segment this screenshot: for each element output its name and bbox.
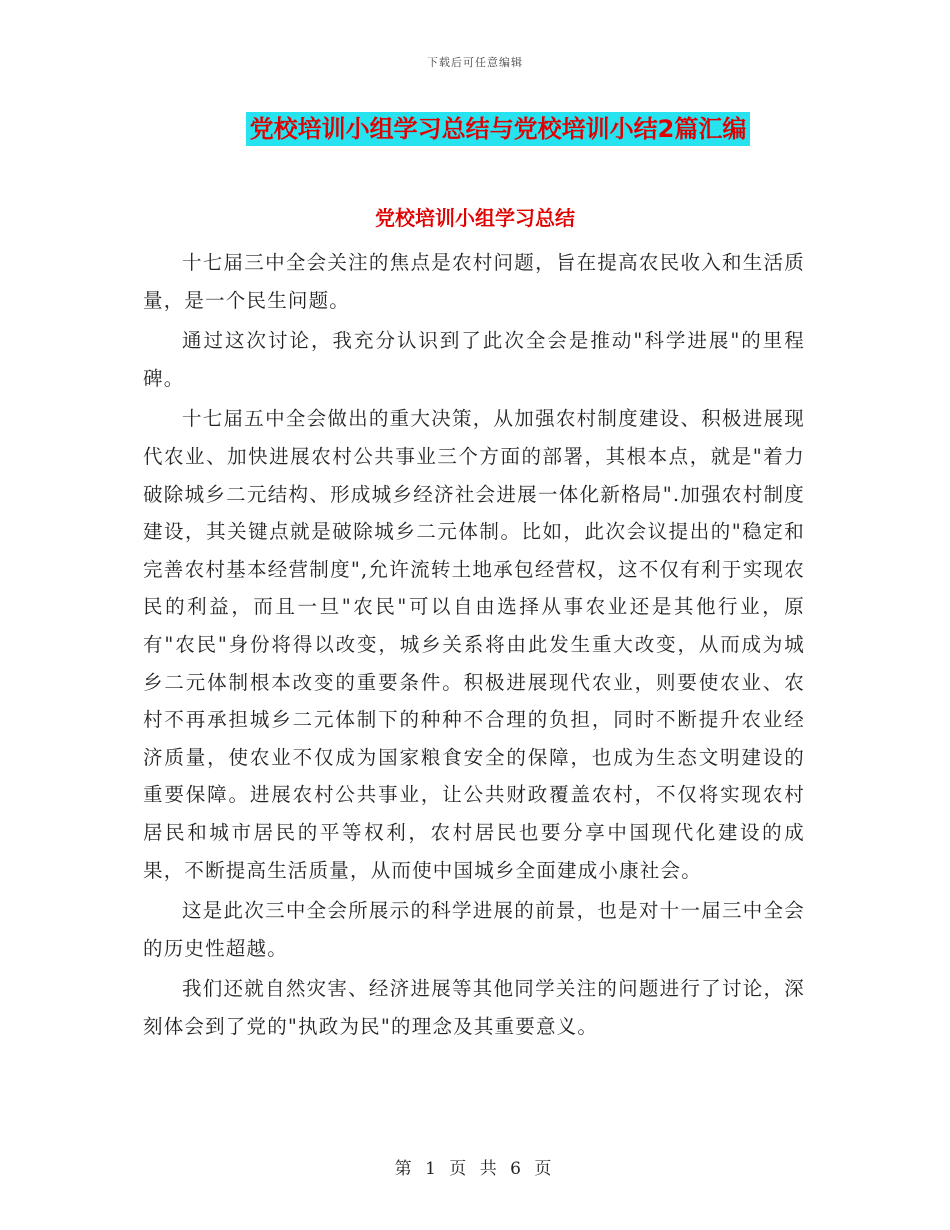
title-container xyxy=(0,112,950,146)
header-note: 下载后可任意编辑 xyxy=(427,56,523,69)
document-title: 党校培训小组学习总结与党校培训小结2篇汇编 xyxy=(246,112,751,146)
paragraph: 十七届五中全会做出的重大决策，从加强农村制度建设、积极进展现代农业、加快进展农村公共事业三个方面的部署，其根本点，就是"着力破除城乡二元结构、形成城乡经济社会进展一体化新格局".加强农村制度建设，其关键点就是破除城乡二元体制。比如，此次会议提出的"稳定和完善农村基本经营制度",允许流转土地承包经营权，这不仅有利于实现农民的利益，而且一旦"农民"可以自由选择从事农业还是其他行业，原有"农民"身份将得以改变，城乡关系将由此发生重大改变，从而成为城乡二元体制根本改变的重要条件。积极进展现代农业，则要使农业、农村不再承担城乡二元体制下的种种不合理的负担，同时不断提升农业经济质量，使农业不仅成为国家粮食安全的保障，也成为生态文明建设的重要保障。进展农村公共事业，让公共财政覆盖农村，不仅将实现农村居民和城市居民的平等权利，农村居民也要分享中国现代化建设的成果，不断提高生活质量，从而使中国城乡全面建成小康社会。 xyxy=(143,407,805,882)
document-body xyxy=(143,244,805,1048)
paragraph: 这是此次三中全会所展示的科学进展的前景，也是对十一届三中全会的历史性超越。 xyxy=(143,899,805,960)
paragraph: 十七届三中全会关注的焦点是农村问题，旨在提高农民收入和生活质量，是一个民生问题。 xyxy=(143,251,805,312)
section-title: 党校培训小组学习总结 xyxy=(375,206,575,230)
paragraph: 我们还就自然灾害、经济进展等其他同学关注的问题进行了讨论，深刻体会到了党的"执政为民"的理念及其重要意义。 xyxy=(143,977,805,1038)
page-footer: 第 1 页 共 6 页 xyxy=(394,1159,556,1179)
paragraph: 通过这次讨论，我充分认识到了此次全会是推动"科学进展"的里程碑。 xyxy=(143,329,805,390)
